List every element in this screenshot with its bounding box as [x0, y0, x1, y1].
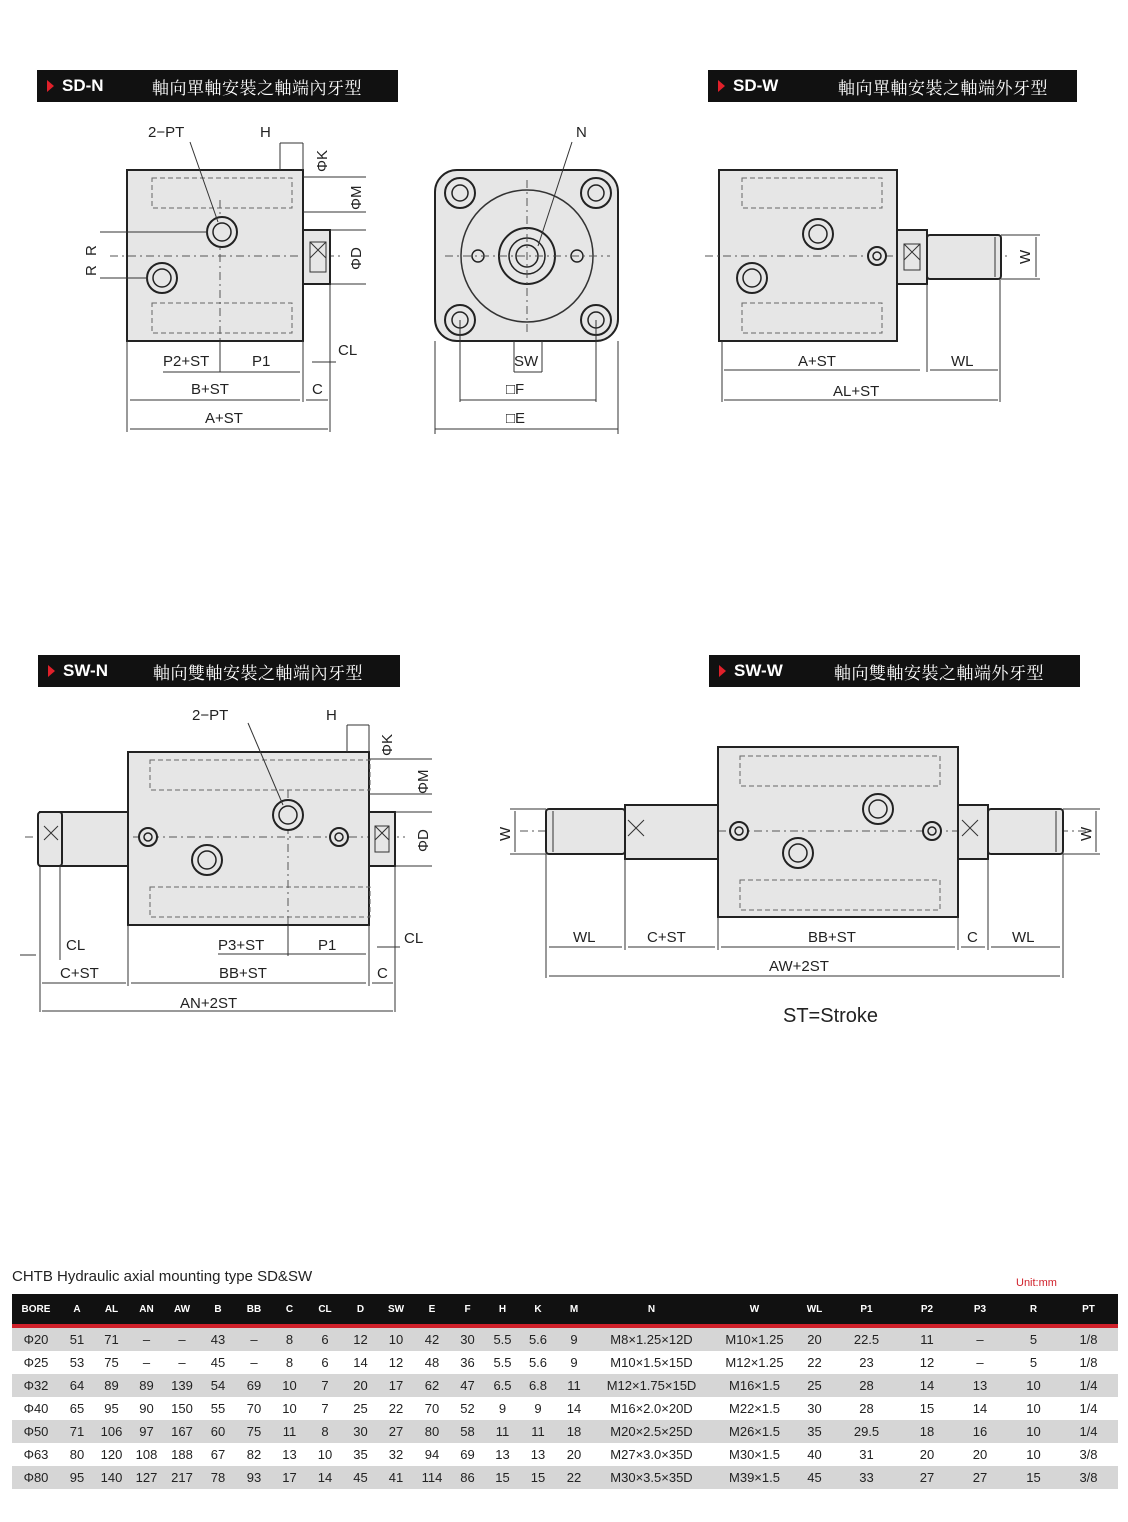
table-cell: 69: [236, 1374, 272, 1397]
table-cell: 6.5: [485, 1374, 520, 1397]
table-cell: Φ32: [12, 1374, 60, 1397]
table-cell: 5.6: [520, 1351, 556, 1374]
label-cst: C+ST: [647, 929, 686, 946]
table-cell: Φ80: [12, 1466, 60, 1489]
spec-table: [12, 1294, 1118, 1489]
table-cell: –: [129, 1351, 164, 1374]
table-cell: 20: [343, 1374, 378, 1397]
table-cell: 11: [485, 1420, 520, 1443]
table-cell: 95: [60, 1466, 94, 1489]
table-row: [12, 1351, 1118, 1374]
table-cell: 32: [378, 1443, 414, 1466]
label-wl: WL: [573, 929, 596, 946]
table-cell: 30: [343, 1420, 378, 1443]
label-h: H: [326, 707, 337, 724]
column-header: A: [60, 1294, 94, 1326]
table-row: [12, 1420, 1118, 1443]
table-cell: 13: [272, 1443, 307, 1466]
label-e: □E: [506, 410, 526, 427]
section-code: SW-N: [63, 661, 108, 680]
table-cell: 94: [414, 1443, 450, 1466]
table-cell: 140: [94, 1466, 129, 1489]
unit-label: Unit:mm: [1016, 1277, 1057, 1289]
table-cell: 8: [272, 1326, 307, 1351]
table-cell: M20×2.5×25D: [592, 1420, 711, 1443]
table-cell: Φ50: [12, 1420, 60, 1443]
table-cell: 60: [200, 1420, 236, 1443]
table-cell: 1/4: [1059, 1420, 1118, 1443]
column-header: AL: [94, 1294, 129, 1326]
table-cell: M27×3.0×35D: [592, 1443, 711, 1466]
table-cell: 78: [200, 1466, 236, 1489]
table-cell: M30×1.5: [711, 1443, 798, 1466]
section-desc: 軸向雙軸安裝之軸端內牙型: [153, 663, 363, 684]
label-cl: CL: [404, 930, 424, 947]
table-row: [12, 1466, 1118, 1489]
section-desc: 軸向單軸安裝之軸端外牙型: [838, 78, 1048, 99]
label-bbst: BB+ST: [808, 929, 856, 946]
table-cell: 108: [129, 1443, 164, 1466]
table-cell: –: [952, 1351, 1008, 1374]
table-cell: 17: [378, 1374, 414, 1397]
table-cell: 188: [164, 1443, 200, 1466]
table-cell: 5: [1008, 1326, 1059, 1351]
column-header: D: [343, 1294, 378, 1326]
table-cell: 15: [902, 1397, 952, 1420]
column-header: F: [450, 1294, 485, 1326]
label-ast: A+ST: [798, 353, 836, 370]
table-cell: 75: [94, 1351, 129, 1374]
table-cell: 11: [272, 1420, 307, 1443]
table-cell: –: [236, 1326, 272, 1351]
table-cell: Φ63: [12, 1443, 60, 1466]
table-cell: 27: [378, 1420, 414, 1443]
table-cell: 45: [200, 1351, 236, 1374]
table-cell: 10: [272, 1397, 307, 1420]
table-cell: 45: [343, 1466, 378, 1489]
table-cell: 65: [60, 1397, 94, 1420]
label-pt: 2−PT: [148, 124, 185, 141]
table-cell: 20: [798, 1326, 831, 1351]
label-f: □F: [506, 381, 525, 398]
table-cell: 8: [272, 1351, 307, 1374]
label-aw2st: AW+2ST: [769, 958, 829, 975]
table-cell: –: [129, 1326, 164, 1351]
label-k: ΦK: [379, 734, 396, 756]
table-cell: 40: [798, 1443, 831, 1466]
table-cell: 35: [343, 1443, 378, 1466]
table-cell: 114: [414, 1466, 450, 1489]
label-r: R: [83, 265, 100, 276]
table-cell: 58: [450, 1420, 485, 1443]
label-wl: WL: [1012, 929, 1035, 946]
table-cell: 20: [902, 1443, 952, 1466]
table-cell: 51: [60, 1326, 94, 1351]
table-cell: 31: [831, 1443, 902, 1466]
table-cell: 75: [236, 1420, 272, 1443]
table-cell: 15: [520, 1466, 556, 1489]
label-m: ΦM: [348, 185, 365, 210]
table-cell: 5.5: [485, 1351, 520, 1374]
label-w: W: [1017, 249, 1034, 264]
table-cell: 36: [450, 1351, 485, 1374]
label-pt: 2−PT: [192, 707, 229, 724]
column-header: N: [592, 1294, 711, 1326]
table-cell: 71: [60, 1420, 94, 1443]
table-cell: 217: [164, 1466, 200, 1489]
table-cell: 27: [952, 1466, 1008, 1489]
column-header: W: [711, 1294, 798, 1326]
table-cell: 69: [450, 1443, 485, 1466]
table-cell: M30×3.5×35D: [592, 1466, 711, 1489]
table-cell: 55: [200, 1397, 236, 1420]
table-cell: 95: [94, 1397, 129, 1420]
section-desc: 軸向單軸安裝之軸端內牙型: [152, 78, 362, 99]
table-cell: 18: [902, 1420, 952, 1443]
section-desc: 軸向雙軸安裝之軸端外牙型: [834, 663, 1044, 684]
table-cell: 89: [129, 1374, 164, 1397]
table-cell: 28: [831, 1397, 902, 1420]
table-cell: 22: [798, 1351, 831, 1374]
label-w: W: [497, 826, 514, 841]
label-m: ΦM: [415, 769, 432, 794]
column-header: BB: [236, 1294, 272, 1326]
column-header: P1: [831, 1294, 902, 1326]
table-cell: 9: [556, 1326, 592, 1351]
section-code: SW-W: [734, 661, 783, 680]
table-cell: 11: [556, 1374, 592, 1397]
table-cell: 42: [414, 1326, 450, 1351]
table-cell: 10: [307, 1443, 343, 1466]
table-cell: 3/8: [1059, 1466, 1118, 1489]
table-cell: 10: [272, 1374, 307, 1397]
table-cell: 13: [520, 1443, 556, 1466]
table-cell: Φ25: [12, 1351, 60, 1374]
label-p1: P1: [318, 937, 337, 954]
table-cell: M16×2.0×20D: [592, 1397, 711, 1420]
column-header: M: [556, 1294, 592, 1326]
table-cell: 14: [307, 1466, 343, 1489]
label-alst: AL+ST: [833, 383, 880, 400]
table-cell: 27: [902, 1466, 952, 1489]
table-row: [12, 1326, 1118, 1351]
table-cell: 9: [485, 1397, 520, 1420]
table-cell: 41: [378, 1466, 414, 1489]
table-cell: 17: [272, 1466, 307, 1489]
label-c: C: [312, 381, 323, 398]
label-c: C: [377, 965, 388, 982]
label-n: N: [576, 124, 587, 141]
label-bst: B+ST: [191, 381, 229, 398]
label-cst: C+ST: [60, 965, 99, 982]
table-cell: 20: [952, 1443, 1008, 1466]
table-cell: 23: [831, 1351, 902, 1374]
column-header: SW: [378, 1294, 414, 1326]
table-cell: M10×1.25: [711, 1326, 798, 1351]
table-title: CHTB Hydraulic axial mounting type SD&SW: [12, 1268, 313, 1285]
table-cell: 13: [952, 1374, 1008, 1397]
table-header-row: [12, 1294, 1118, 1326]
column-header: CL: [307, 1294, 343, 1326]
table-cell: 1/4: [1059, 1374, 1118, 1397]
label-p1: P1: [252, 353, 271, 370]
table-cell: –: [164, 1326, 200, 1351]
label-bbst: BB+ST: [219, 965, 267, 982]
label-sw: SW: [514, 353, 539, 370]
table-cell: 7: [307, 1397, 343, 1420]
table-cell: M26×1.5: [711, 1420, 798, 1443]
table-cell: 106: [94, 1420, 129, 1443]
table-cell: 33: [831, 1466, 902, 1489]
table-cell: 10: [1008, 1397, 1059, 1420]
label-p3st: P3+ST: [218, 937, 265, 954]
table-cell: 1/8: [1059, 1351, 1118, 1374]
table-cell: M16×1.5: [711, 1374, 798, 1397]
table-cell: 127: [129, 1466, 164, 1489]
table-cell: 11: [902, 1326, 952, 1351]
table-cell: 10: [1008, 1374, 1059, 1397]
table-cell: 10: [1008, 1420, 1059, 1443]
column-header: AW: [164, 1294, 200, 1326]
column-header: C: [272, 1294, 307, 1326]
table-cell: Φ40: [12, 1397, 60, 1420]
table-cell: 14: [556, 1397, 592, 1420]
table-cell: 6: [307, 1351, 343, 1374]
table-cell: 28: [831, 1374, 902, 1397]
column-header: PT: [1059, 1294, 1118, 1326]
table-cell: 54: [200, 1374, 236, 1397]
table-cell: –: [236, 1351, 272, 1374]
table-cell: 45: [798, 1466, 831, 1489]
table-cell: 80: [414, 1420, 450, 1443]
table-cell: 167: [164, 1420, 200, 1443]
column-header: P3: [952, 1294, 1008, 1326]
table-cell: 35: [798, 1420, 831, 1443]
table-cell: 15: [1008, 1466, 1059, 1489]
table-cell: 14: [343, 1351, 378, 1374]
table-cell: 12: [902, 1351, 952, 1374]
table-cell: 97: [129, 1420, 164, 1443]
table-cell: M12×1.25: [711, 1351, 798, 1374]
table-cell: 8: [307, 1420, 343, 1443]
table-cell: 5.6: [520, 1326, 556, 1351]
table-cell: M22×1.5: [711, 1397, 798, 1420]
table-cell: 71: [94, 1326, 129, 1351]
table-cell: 6.8: [520, 1374, 556, 1397]
table-cell: 20: [556, 1443, 592, 1466]
table-row: [12, 1374, 1118, 1397]
table-cell: 67: [200, 1443, 236, 1466]
column-header: WL: [798, 1294, 831, 1326]
table-cell: M10×1.5×15D: [592, 1351, 711, 1374]
table-cell: 12: [343, 1326, 378, 1351]
table-cell: 30: [450, 1326, 485, 1351]
table-cell: 43: [200, 1326, 236, 1351]
column-header: P2: [902, 1294, 952, 1326]
table-cell: 62: [414, 1374, 450, 1397]
table-cell: 48: [414, 1351, 450, 1374]
label-cl: CL: [66, 937, 86, 954]
table-cell: 70: [414, 1397, 450, 1420]
table-cell: M39×1.5: [711, 1466, 798, 1489]
table-cell: 22.5: [831, 1326, 902, 1351]
table-cell: 86: [450, 1466, 485, 1489]
table-cell: 6: [307, 1326, 343, 1351]
table-cell: 64: [60, 1374, 94, 1397]
label-cl: CL: [338, 342, 358, 359]
label-h: H: [260, 124, 271, 141]
table-cell: 11: [520, 1420, 556, 1443]
column-header: B: [200, 1294, 236, 1326]
table-cell: 9: [520, 1397, 556, 1420]
table-cell: 25: [798, 1374, 831, 1397]
table-row: [12, 1397, 1118, 1420]
label-wl: WL: [951, 353, 974, 370]
table-cell: 16: [952, 1420, 1008, 1443]
table-cell: 3/8: [1059, 1443, 1118, 1466]
label-c: C: [967, 929, 978, 946]
table-cell: 9: [556, 1351, 592, 1374]
table-cell: 1/8: [1059, 1326, 1118, 1351]
table-cell: 47: [450, 1374, 485, 1397]
column-header: BORE: [12, 1294, 60, 1326]
table-cell: M8×1.25×12D: [592, 1326, 711, 1351]
table-cell: 120: [94, 1443, 129, 1466]
table-cell: 150: [164, 1397, 200, 1420]
table-cell: 80: [60, 1443, 94, 1466]
table-cell: 5: [1008, 1351, 1059, 1374]
label-r: R: [83, 245, 100, 256]
column-header: E: [414, 1294, 450, 1326]
table-cell: 1/4: [1059, 1397, 1118, 1420]
table-cell: 14: [952, 1397, 1008, 1420]
label-d: ΦD: [415, 829, 432, 852]
table-cell: 22: [378, 1397, 414, 1420]
table-cell: 53: [60, 1351, 94, 1374]
table-cell: 70: [236, 1397, 272, 1420]
table-cell: 22: [556, 1466, 592, 1489]
table-cell: 82: [236, 1443, 272, 1466]
table-cell: 93: [236, 1466, 272, 1489]
table-cell: 25: [343, 1397, 378, 1420]
table-cell: 52: [450, 1397, 485, 1420]
section-code: SD-N: [62, 76, 104, 95]
table-cell: 90: [129, 1397, 164, 1420]
column-header: AN: [129, 1294, 164, 1326]
stroke-note: ST=Stroke: [783, 1005, 879, 1027]
table-cell: 89: [94, 1374, 129, 1397]
table-body: [12, 1326, 1118, 1489]
label-k: ΦK: [314, 150, 331, 172]
table-cell: 5.5: [485, 1326, 520, 1351]
table-cell: 30: [798, 1397, 831, 1420]
table-cell: –: [952, 1326, 1008, 1351]
table-cell: –: [164, 1351, 200, 1374]
column-header: K: [520, 1294, 556, 1326]
table-cell: 139: [164, 1374, 200, 1397]
table-cell: 10: [1008, 1443, 1059, 1466]
table-cell: 18: [556, 1420, 592, 1443]
table-cell: 13: [485, 1443, 520, 1466]
label-ast: A+ST: [205, 410, 243, 427]
table-cell: 7: [307, 1374, 343, 1397]
table-cell: Φ20: [12, 1326, 60, 1351]
table-cell: 10: [378, 1326, 414, 1351]
label-d: ΦD: [348, 247, 365, 270]
table-row: [12, 1443, 1118, 1466]
table-cell: 15: [485, 1466, 520, 1489]
table-cell: 12: [378, 1351, 414, 1374]
label-an2st: AN+2ST: [180, 995, 238, 1012]
label-p2st: P2+ST: [163, 353, 210, 370]
column-header: H: [485, 1294, 520, 1326]
section-code: SD-W: [733, 76, 779, 95]
label-w: W: [1078, 826, 1095, 841]
column-header: R: [1008, 1294, 1059, 1326]
table-cell: 14: [902, 1374, 952, 1397]
table-cell: M12×1.75×15D: [592, 1374, 711, 1397]
table-cell: 29.5: [831, 1420, 902, 1443]
